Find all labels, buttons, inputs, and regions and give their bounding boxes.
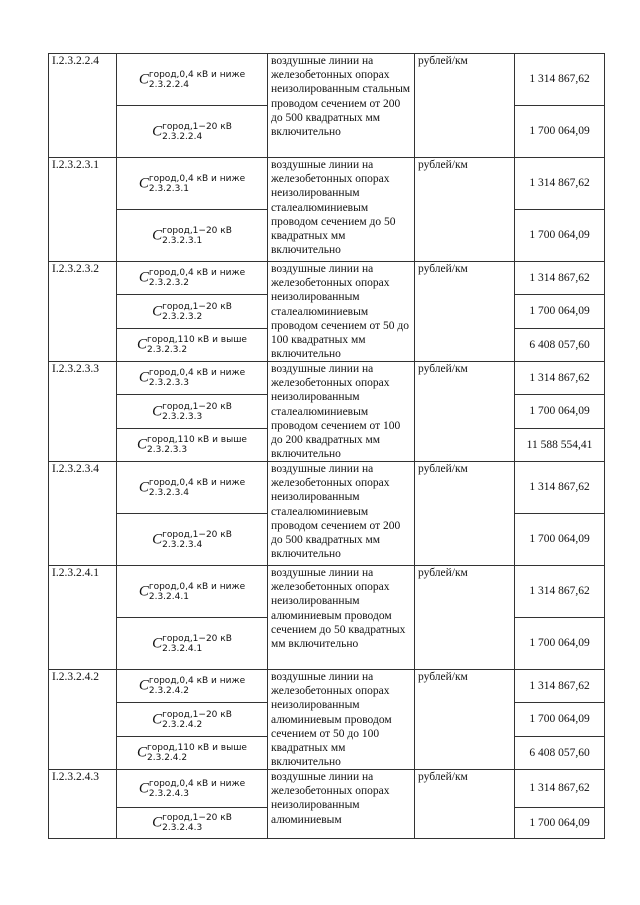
formula xyxy=(139,174,245,194)
formula-superscript: город,0,4 кВ и ниже xyxy=(148,778,246,789)
table-row xyxy=(49,566,605,618)
formula xyxy=(139,268,245,288)
formula xyxy=(152,530,232,550)
formula-subscript: 2.3.2.3.2 xyxy=(147,345,188,355)
formula-superscript: город,0,4 кВ и ниже xyxy=(148,368,246,378)
formula xyxy=(139,582,245,602)
table-row xyxy=(49,158,605,210)
rate-value: 1 314 867,62 xyxy=(515,262,605,295)
formula-superscript: город,1−20 кВ xyxy=(162,225,232,236)
formula-letter: C xyxy=(152,303,163,319)
formula-indices xyxy=(149,174,245,194)
tariff-table-body xyxy=(49,54,605,839)
line-description xyxy=(268,670,415,770)
table-row xyxy=(49,462,605,514)
formula-superscript: город,1−20 кВ xyxy=(162,633,232,644)
row-code: I.2.3.2.3.2 xyxy=(49,262,117,362)
rate-symbol xyxy=(117,395,268,429)
rate-symbol xyxy=(117,514,268,566)
formula-indices xyxy=(162,710,232,730)
unit-label: рублей/км xyxy=(415,262,515,362)
formula-indices xyxy=(147,335,247,355)
formula-subscript: 2.3.2.3.1 xyxy=(162,235,203,246)
formula-indices xyxy=(162,530,232,550)
line-description-text: воздушные линии на железобетонных опорах неизолированным сталеалюминиевым проводом сечением от 50 до 100 квадратных мм включительно xyxy=(271,263,409,360)
rate-symbol xyxy=(117,295,268,329)
formula-subscript: 2.3.2.4.3 xyxy=(162,823,203,833)
rate-symbol xyxy=(117,618,268,670)
formula-letter: C xyxy=(137,744,148,761)
line-description xyxy=(268,566,415,670)
formula-subscript: 2.3.2.4.1 xyxy=(148,591,189,602)
formula-subscript: 2.3.2.3.3 xyxy=(148,378,189,388)
line-description xyxy=(268,54,415,158)
rate-value: 1 314 867,62 xyxy=(515,362,605,395)
formula-letter: C xyxy=(152,814,163,831)
formula-superscript: город,0,4 кВ и ниже xyxy=(148,477,246,488)
formula xyxy=(139,676,245,696)
formula-superscript: город,110 кВ и выше xyxy=(147,435,247,445)
formula-indices xyxy=(149,478,245,498)
table-row xyxy=(49,262,605,295)
formula-indices xyxy=(147,743,247,763)
rate-symbol xyxy=(117,362,268,395)
formula-subscript: 2.3.2.3.2 xyxy=(148,278,189,288)
rate-symbol xyxy=(117,462,268,514)
rate-value: 1 700 064,09 xyxy=(515,106,605,158)
formula-letter: C xyxy=(138,269,149,286)
rate-value: 6 408 057,60 xyxy=(515,329,605,362)
formula-letter: C xyxy=(152,711,163,727)
formula xyxy=(137,335,247,355)
unit-label: рублей/км xyxy=(415,158,515,262)
rate-value: 1 700 064,09 xyxy=(515,618,605,670)
rate-symbol xyxy=(117,210,268,262)
formula-superscript: город,1−20 кВ xyxy=(162,121,232,132)
formula xyxy=(139,779,245,799)
formula-superscript: город,0,4 кВ и ниже xyxy=(148,268,246,278)
rate-value: 1 700 064,09 xyxy=(515,395,605,429)
formula-letter: C xyxy=(138,369,149,386)
row-code: I.2.3.2.3.4 xyxy=(49,462,117,566)
line-description-text: воздушные линии на железобетонных опорах неизолированным алюминиевым xyxy=(271,771,390,826)
formula-superscript: город,110 кВ и выше xyxy=(147,335,247,345)
row-code: I.2.3.2.2.4 xyxy=(49,54,117,158)
rate-value: 6 408 057,60 xyxy=(515,737,605,770)
rate-value: 1 314 867,62 xyxy=(515,462,605,514)
rate-value: 1 700 064,09 xyxy=(515,808,605,839)
formula-letter: C xyxy=(138,677,149,694)
formula-indices xyxy=(162,122,232,142)
formula-subscript: 2.3.2.4.2 xyxy=(162,719,203,730)
formula-letter: C xyxy=(138,175,149,191)
formula-letter: C xyxy=(138,583,149,599)
line-description xyxy=(268,462,415,566)
formula-indices xyxy=(162,302,232,322)
formula-indices xyxy=(162,226,232,246)
formula-superscript: город,1−20 кВ xyxy=(162,709,232,720)
formula-subscript: 2.3.2.2.4 xyxy=(148,79,189,90)
formula-letter: C xyxy=(138,479,149,495)
rate-symbol xyxy=(117,262,268,295)
formula-subscript: 2.3.2.3.3 xyxy=(147,445,188,455)
rate-value: 1 314 867,62 xyxy=(515,770,605,808)
formula xyxy=(152,122,232,142)
formula xyxy=(152,402,232,422)
formula-subscript: 2.3.2.3.2 xyxy=(162,311,203,322)
row-code: I.2.3.2.4.2 xyxy=(49,670,117,770)
line-description-text: воздушные линии на железобетонных опорах неизолированным сталеалюминиевым проводом сечением от 100 до 200 квадратных мм включительно xyxy=(271,363,401,460)
formula-superscript: город,1−20 кВ xyxy=(162,401,232,412)
line-description xyxy=(268,362,415,462)
rate-symbol xyxy=(117,808,268,839)
tariff-table xyxy=(48,53,605,839)
formula-superscript: город,1−20 кВ xyxy=(162,813,232,823)
formula-subscript: 2.3.2.4.2 xyxy=(147,753,188,763)
formula-letter: C xyxy=(152,635,163,651)
formula xyxy=(152,226,232,246)
rate-symbol xyxy=(117,670,268,703)
row-code: I.2.3.2.4.3 xyxy=(49,770,117,839)
formula-indices xyxy=(149,582,245,602)
formula-indices xyxy=(149,70,245,90)
line-description-text: воздушные линии на железобетонных опорах неизолированным стальным проводом сечением от 200 до 500 квадратных мм включительно xyxy=(271,55,411,139)
formula-letter: C xyxy=(137,436,148,453)
formula-superscript: город,0,4 кВ и ниже xyxy=(148,69,246,80)
formula xyxy=(139,478,245,498)
formula xyxy=(152,302,232,322)
formula-subscript: 2.3.2.3.3 xyxy=(162,411,203,422)
row-code: I.2.3.2.3.3 xyxy=(49,362,117,462)
rate-symbol xyxy=(117,770,268,808)
formula-superscript: город,0,4 кВ и ниже xyxy=(148,676,246,686)
formula-indices xyxy=(149,779,245,799)
formula-indices xyxy=(149,368,245,388)
table-row xyxy=(49,54,605,106)
row-code: I.2.3.2.4.1 xyxy=(49,566,117,670)
unit-label: рублей/км xyxy=(415,770,515,839)
rate-symbol xyxy=(117,566,268,618)
rate-symbol xyxy=(117,54,268,106)
formula-superscript: город,1−20 кВ xyxy=(162,301,232,312)
rate-value: 1 700 064,09 xyxy=(515,514,605,566)
line-description xyxy=(268,262,415,362)
formula xyxy=(137,743,247,763)
rate-symbol xyxy=(117,429,268,462)
formula xyxy=(152,710,232,730)
rate-value: 1 314 867,62 xyxy=(515,670,605,703)
table-row xyxy=(49,362,605,395)
formula xyxy=(139,368,245,388)
formula-superscript: город,110 кВ и выше xyxy=(147,743,247,753)
formula-letter: C xyxy=(137,336,148,353)
rate-value: 1 700 064,09 xyxy=(515,703,605,737)
line-description xyxy=(268,158,415,262)
rate-symbol xyxy=(117,329,268,362)
formula-subscript: 2.3.2.2.4 xyxy=(162,131,203,142)
formula xyxy=(137,435,247,455)
unit-label: рублей/км xyxy=(415,566,515,670)
formula-letter: C xyxy=(138,71,149,87)
rate-value: 1 314 867,62 xyxy=(515,566,605,618)
formula-letter: C xyxy=(152,123,163,139)
formula-letter: C xyxy=(152,531,163,547)
rate-value: 1 314 867,62 xyxy=(515,54,605,106)
formula-indices xyxy=(162,634,232,654)
rate-value: 1 700 064,09 xyxy=(515,210,605,262)
line-description-text: воздушные линии на железобетонных опорах неизолированным сталеалюминиевым проводом сечением до 50 квадратных мм включительно xyxy=(271,159,396,257)
formula-letter: C xyxy=(152,403,163,419)
rate-symbol xyxy=(117,106,268,158)
rate-value: 11 588 554,41 xyxy=(515,429,605,462)
formula-subscript: 2.3.2.4.3 xyxy=(148,788,189,799)
line-description-text: воздушные линии на железобетонных опорах неизолированным сталеалюминиевым проводом сечением от 200 до 500 квадратных мм включительно xyxy=(271,463,401,561)
formula-subscript: 2.3.2.4.2 xyxy=(148,686,189,696)
table-row xyxy=(49,670,605,703)
rate-symbol xyxy=(117,703,268,737)
line-description xyxy=(268,770,415,839)
unit-label: рублей/км xyxy=(415,54,515,158)
line-description-text: воздушные линии на железобетонных опорах неизолированным алюминиевым проводом сечением от 50 до 100 квадратных мм включительно xyxy=(271,671,392,768)
formula xyxy=(139,70,245,90)
formula-indices xyxy=(162,813,232,833)
unit-label: рублей/км xyxy=(415,670,515,770)
formula-superscript: город,0,4 кВ и ниже xyxy=(148,173,246,184)
row-code: I.2.3.2.3.1 xyxy=(49,158,117,262)
line-description-text: воздушные линии на железобетонных опорах неизолированным алюминиевым проводом сечением до 50 квадратных мм включительно xyxy=(271,567,406,651)
formula-superscript: город,0,4 кВ и ниже xyxy=(148,581,246,592)
unit-label: рублей/км xyxy=(415,362,515,462)
rate-value: 1 700 064,09 xyxy=(515,295,605,329)
formula xyxy=(152,634,232,654)
formula-superscript: город,1−20 кВ xyxy=(162,529,232,540)
rate-symbol xyxy=(117,737,268,770)
formula xyxy=(152,813,232,833)
rate-symbol xyxy=(117,158,268,210)
formula-subscript: 2.3.2.3.4 xyxy=(162,539,203,550)
formula-indices xyxy=(147,435,247,455)
rate-value: 1 314 867,62 xyxy=(515,158,605,210)
formula-indices xyxy=(162,402,232,422)
formula-letter: C xyxy=(138,780,149,796)
formula-letter: C xyxy=(152,227,163,243)
formula-subscript: 2.3.2.4.1 xyxy=(162,643,203,654)
formula-indices xyxy=(149,268,245,288)
formula-indices xyxy=(149,676,245,696)
formula-subscript: 2.3.2.3.4 xyxy=(148,487,189,498)
unit-label: рублей/км xyxy=(415,462,515,566)
formula-subscript: 2.3.2.3.1 xyxy=(148,183,189,194)
table-row xyxy=(49,770,605,808)
